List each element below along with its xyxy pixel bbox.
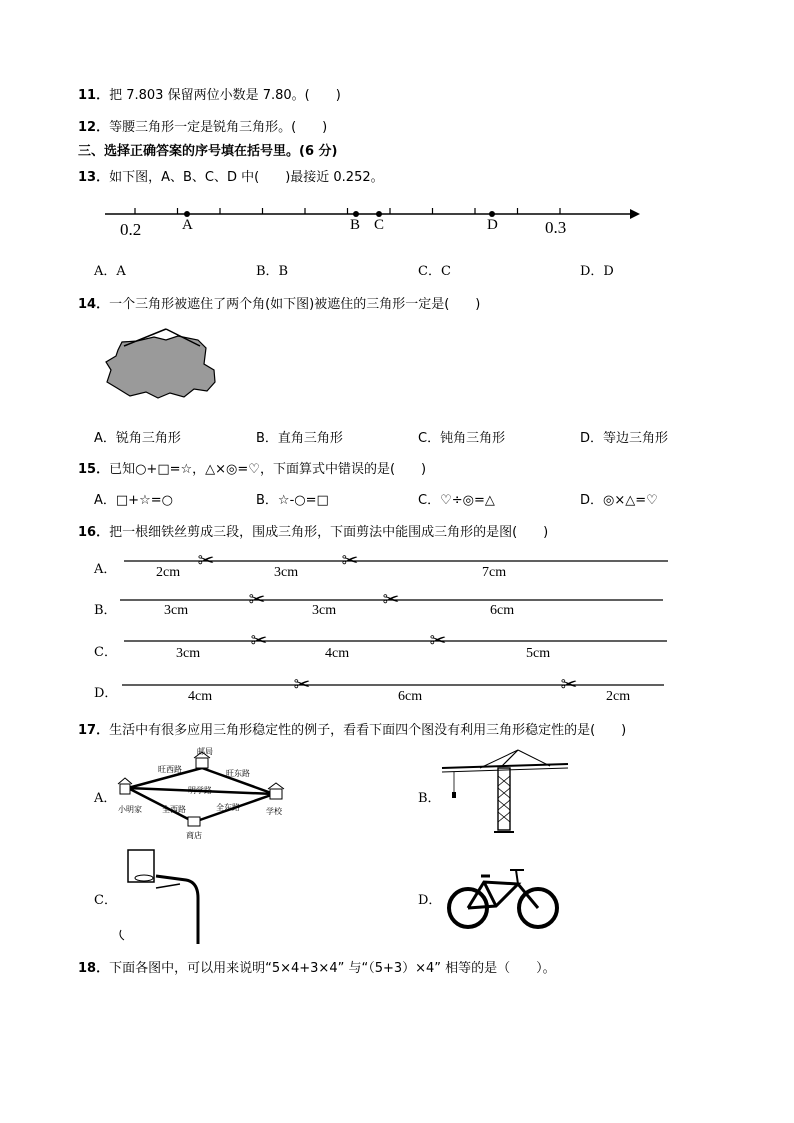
segment-length: 6cm	[490, 603, 515, 618]
option-d[interactable]: D．等边三角形	[580, 431, 669, 446]
question-number: 15．	[78, 462, 110, 477]
question-number: 13．	[78, 170, 110, 185]
segment-length: 6cm	[398, 689, 423, 704]
point-label-b: B	[350, 217, 361, 233]
option-b[interactable]: B．☆-○=□	[256, 493, 329, 508]
question-number: 18．	[78, 961, 110, 976]
question-text: 如下图，A、B、C、D 中( )最接近 0.252。	[109, 170, 384, 185]
segment-length: 5cm	[526, 646, 551, 661]
option-b[interactable]: B．直角三角形	[256, 431, 343, 446]
wire-letter[interactable]: C．	[94, 645, 117, 660]
segment-length: 3cm	[312, 603, 337, 618]
option-c[interactable]: C．	[94, 893, 117, 908]
segment-length: 2cm	[606, 689, 631, 704]
question-16	[78, 521, 548, 540]
axis-start-label: 0.2	[120, 220, 142, 239]
question-number: 17．	[78, 723, 110, 738]
map-label: 全东路	[216, 803, 240, 812]
scissors-icon: ✂	[560, 672, 578, 696]
option-a[interactable]: A．A	[94, 264, 126, 279]
segment-length: 7cm	[482, 565, 507, 580]
map-label: 旺东路	[226, 769, 250, 778]
map-label: 学校	[266, 807, 282, 816]
option-a[interactable]: A．	[94, 791, 117, 806]
map-label: 明学路	[188, 786, 212, 795]
question-number: 11．	[78, 88, 110, 103]
option-c[interactable]: C．♡÷◎=△	[418, 493, 495, 508]
scissors-icon: ✂	[429, 628, 447, 652]
axis-end-label: 0.3	[545, 218, 567, 237]
map-label: 邮局	[197, 747, 213, 756]
bicycle-figure	[446, 862, 562, 932]
option-d[interactable]: D．D	[580, 264, 614, 279]
scissors-icon: ✂	[197, 548, 215, 572]
map-label: 小明家	[118, 805, 142, 814]
covered-triangle-figure	[104, 326, 224, 406]
question-text: 生活中有很多应用三角形稳定性的例子，看看下面四个图没有利用三角形稳定性的是( )	[109, 723, 627, 738]
segment-length: 3cm	[176, 646, 201, 661]
option-b[interactable]: B．	[418, 791, 441, 806]
tower-crane-figure	[440, 746, 570, 836]
option-d[interactable]: D．	[418, 893, 442, 908]
point-label-c: C	[374, 217, 385, 233]
wire-letter[interactable]: D．	[94, 686, 118, 701]
question-text: 下面各图中，可以用来说明“5×4+3×4” 与“（5+3）×4” 相等的是（ ）。	[109, 961, 556, 976]
scissors-icon: ✂	[248, 587, 266, 611]
option-c[interactable]: C．C	[418, 264, 451, 279]
wire-letter[interactable]: A．	[94, 562, 117, 577]
option-b[interactable]: B．B	[256, 264, 289, 279]
scissors-icon: ✂	[250, 628, 268, 652]
wire-c	[124, 628, 670, 655]
option-c[interactable]: C．钝角三角形	[418, 431, 506, 446]
point-label-a: A	[182, 217, 193, 233]
question-17	[78, 719, 626, 738]
basketball-hoop-figure	[116, 848, 206, 948]
segment-length: 2cm	[156, 565, 181, 580]
question-text: 一个三角形被遮住了两个角(如下图)被遮住的三角形一定是( )	[109, 297, 481, 312]
segment-length: 3cm	[274, 565, 299, 580]
school-icon	[268, 783, 284, 799]
wire-b	[120, 587, 666, 614]
section-heading: 三、选择正确答案的序号填在括号里。(6 分)	[78, 144, 338, 159]
segment-length: 4cm	[188, 689, 213, 704]
question-11	[78, 84, 341, 103]
shop-icon	[188, 817, 200, 826]
segment-length: 3cm	[164, 603, 189, 618]
question-15	[78, 458, 426, 477]
scissors-icon: ✂	[293, 672, 311, 696]
option-a[interactable]: A．锐角三角形	[94, 431, 181, 446]
segment-length: 4cm	[325, 646, 350, 661]
question-13	[78, 166, 384, 185]
question-text: 已知○+□=☆，△×◎=♡，下面算式中错误的是( )	[109, 462, 427, 477]
question-12	[78, 116, 327, 135]
map-label: 全西路	[162, 805, 186, 814]
map-label: 商店	[186, 831, 202, 840]
question-number: 14．	[78, 297, 110, 312]
scissors-icon: ✂	[341, 548, 359, 572]
map-label: 旺西路	[158, 765, 182, 774]
wire-letter[interactable]: B．	[94, 603, 117, 618]
wire-a	[124, 548, 670, 575]
question-text: 把一根细铁丝剪成三段，围成三角形，下面剪法中能围成三角形的是图( )	[109, 525, 549, 540]
question-18	[78, 957, 556, 976]
question-text: 等腰三角形一定是锐角三角形。( )	[109, 120, 328, 135]
question-text: 把 7.803 保留两位小数是 7.80。( )	[109, 88, 341, 103]
option-a[interactable]: A．□+☆=○	[94, 493, 173, 508]
question-number: 16．	[78, 525, 110, 540]
question-14	[78, 293, 480, 312]
point-label-d: D	[487, 217, 498, 233]
scissors-icon: ✂	[382, 587, 400, 611]
question-number: 12．	[78, 120, 110, 135]
option-d[interactable]: D．◎×△=♡	[580, 493, 658, 508]
house-icon	[118, 778, 132, 794]
